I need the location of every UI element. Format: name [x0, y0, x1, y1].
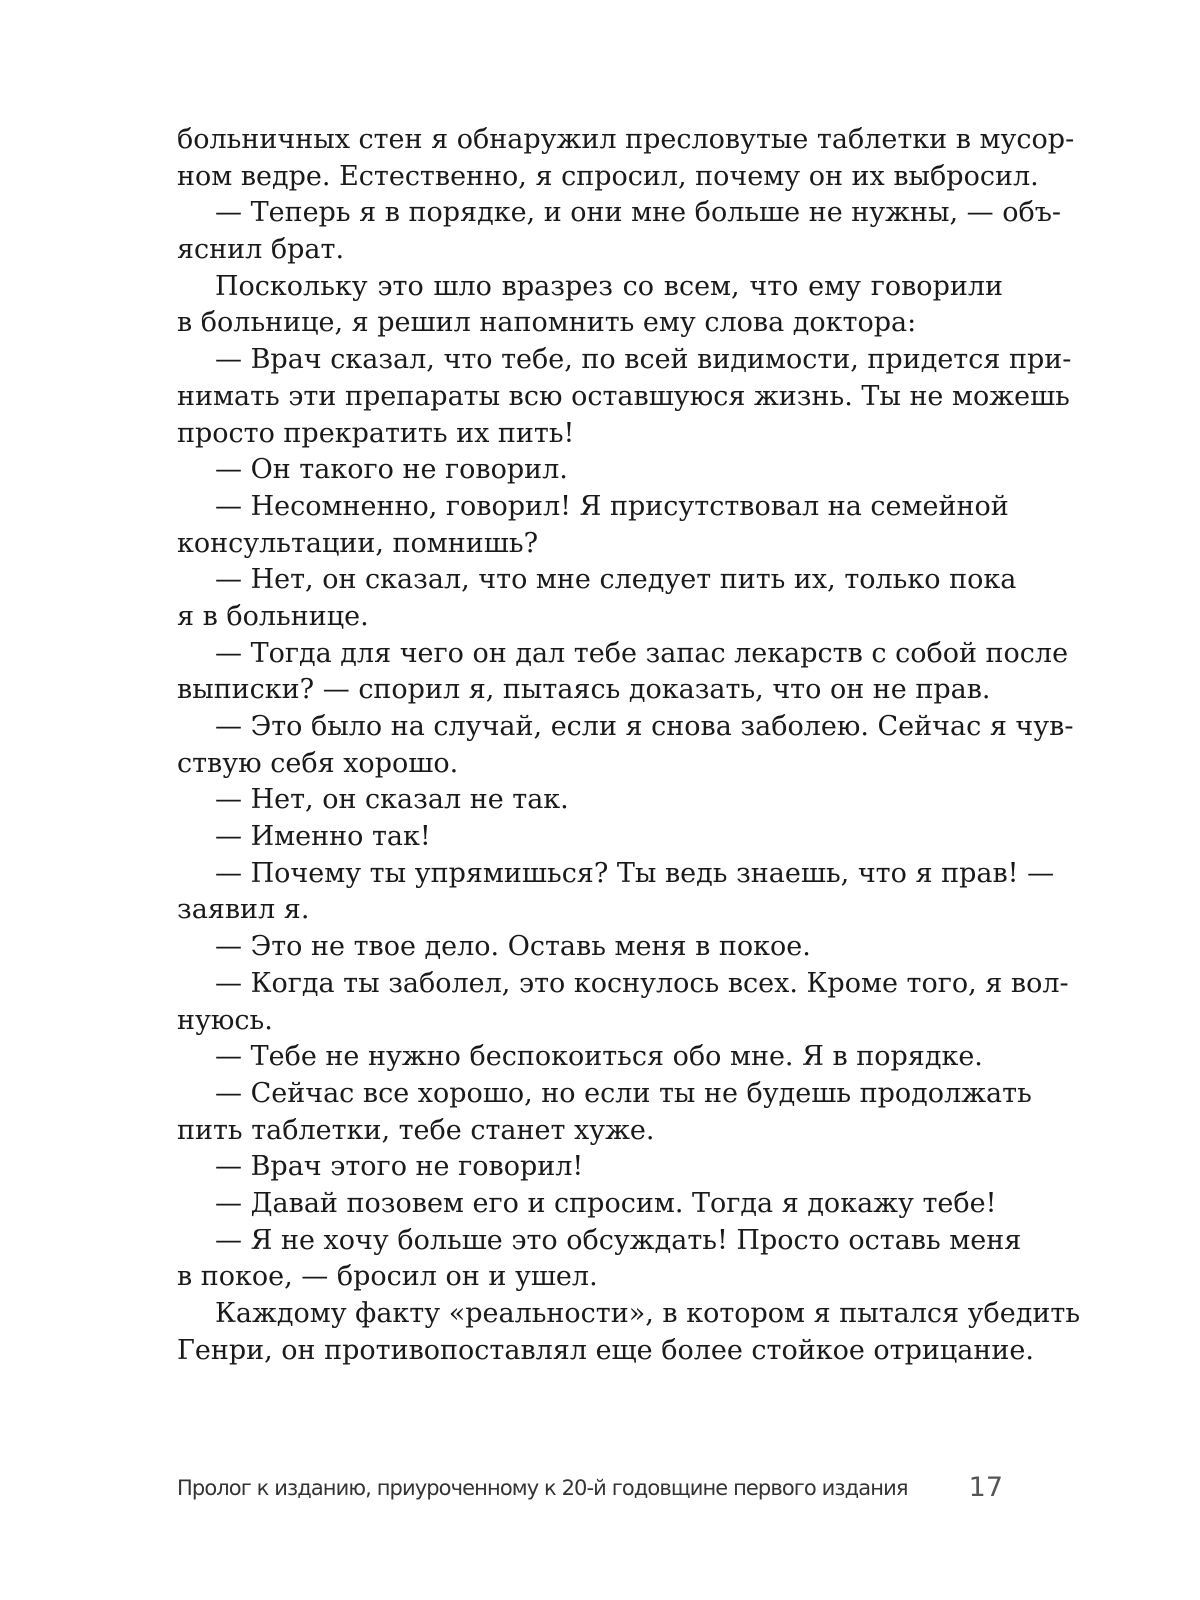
text-line: — Сейчас все хорошо, но если ты не будешь продолжать — [215, 1077, 1032, 1109]
text-line: — Почему ты упрямишься? Ты ведь знаешь, что я прав! — — [215, 857, 1055, 889]
text-line: нуюсь. — [177, 1004, 273, 1036]
text-line: — Несомненно, говорил! Я присутствовал на семейной — [215, 490, 1009, 522]
text-line: — Тогда для чего он дал тебе запас лекарств с собой после — [215, 637, 1069, 669]
text-line: — Я не хочу больше это обсуждать! Просто оставь меня — [215, 1224, 1022, 1256]
text-line: нимать эти препараты всю оставшуюся жизнь. Ты не можешь — [177, 380, 1070, 412]
text-line: — Это не твое дело. Оставь меня в покое. — [215, 931, 811, 963]
text-line: я в больнице. — [177, 600, 369, 632]
text-line: Генри, он противопоставлял еще более стойкое отрицание. — [177, 1334, 1034, 1366]
text-line: в больнице, я решил напомнить ему слова доктора: — [177, 307, 917, 339]
text-line: — Он такого не говорил. — [215, 454, 568, 486]
page-number: 17 — [968, 1472, 1003, 1503]
text-line: — Нет, он сказал не так. — [215, 784, 569, 816]
text-line: — Врач этого не говорил! — [215, 1151, 584, 1183]
text-line: Каждому факту «реальности», в котором я пытался убедить — [215, 1298, 1081, 1329]
text-line: — Давай позовем его и спросим. Тогда я докажу тебе! — [215, 1187, 997, 1219]
text-line: — Тебе не нужно беспокоиться обо мне. Я в порядке. — [215, 1041, 983, 1073]
text-line: — Нет, он сказал, что мне следует пить их, только пока — [215, 564, 1017, 596]
text-line: в покое, — бросил он и ушел. — [177, 1261, 598, 1293]
text-line: Поскольку это шло вразрез со всем, что ему говорили — [215, 270, 1003, 302]
text-line: — Это было на случай, если я снова заболею. Сейчас я чув- — [215, 711, 1074, 742]
text-line: — Врач сказал, что тебе, по всей видимости, придется при- — [215, 344, 1072, 376]
text-line: — Именно так! — [215, 821, 431, 853]
text-line: яснил брат. — [177, 234, 345, 266]
text-line: пить таблетки, тебе станет хуже. — [177, 1114, 655, 1146]
running-title: Пролог к изданию, приуроченному к 20-й годовщине первого издания — [177, 1476, 908, 1500]
text-line: ном ведре. Естественно, я спросил, почему он их выбросил. — [177, 160, 1039, 192]
text-line: консультации, помнишь? — [177, 527, 539, 559]
text-line: выписки? — спорил я, пытаясь доказать, что он не прав. — [177, 674, 991, 706]
text-line: заявил я. — [177, 894, 310, 926]
text-line: — Теперь я в порядке, и они мне больше не нужны, — объ- — [215, 197, 1062, 229]
text-line: — Когда ты заболел, это коснулось всех. Кроме того, я вол- — [215, 967, 1069, 999]
text-line: ствую себя хорошо. — [177, 747, 459, 779]
text-line: просто прекратить их пить! — [177, 417, 575, 449]
text-line: больничных стен я обнаружил пресловутые таблетки в мусор- — [177, 124, 1075, 155]
page-body-text — [177, 122, 1081, 1369]
page-footer — [177, 1472, 1003, 1506]
